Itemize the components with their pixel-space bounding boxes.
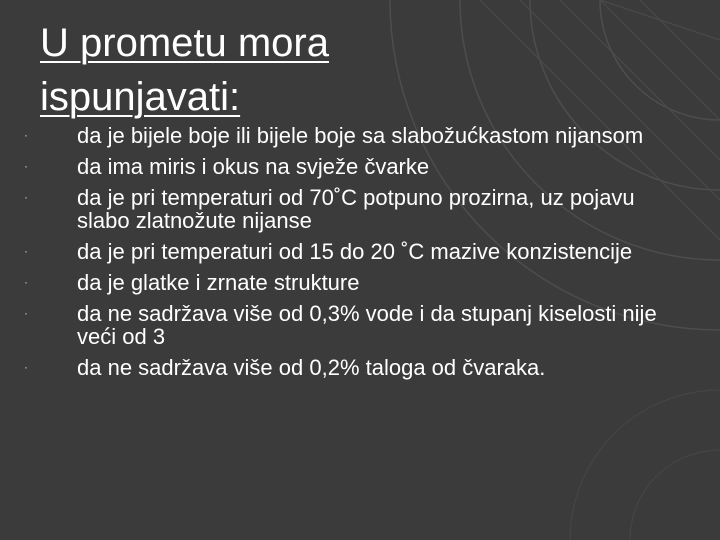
middle-dot-icon: · xyxy=(24,306,28,320)
middle-dot-icon: · xyxy=(24,159,28,173)
slide-title-line-2: ispunjavati: xyxy=(40,75,241,119)
slide-title xyxy=(40,16,560,124)
list-item-text: da ne sadržava više od 0,3% vode i da stupanj kiselosti nije veći od 3 xyxy=(77,301,657,349)
middle-dot-icon: · xyxy=(24,275,28,289)
list-item-text: da je bijele boje ili bijele boje sa slabožućkastom nijansom xyxy=(77,123,644,148)
list-item xyxy=(22,271,672,294)
list-item-text: da ima miris i okus na svježe čvarke xyxy=(77,154,430,179)
list-item-text: da je pri temperaturi od 70˚C potpuno prozirna, uz pojavu slabo zlatnožute nijanse xyxy=(77,185,635,233)
list-item-text: da ne sadržava više od 0,2% taloga od čvaraka. xyxy=(77,355,546,380)
middle-dot-icon: · xyxy=(24,190,28,204)
list-item xyxy=(22,155,672,178)
list-item-text: da je pri temperaturi od 15 do 20 ˚C mazive konzistencije xyxy=(77,239,633,264)
slide-title-line-1: U prometu mora xyxy=(40,21,329,65)
list-item xyxy=(22,356,672,379)
list-item-text: da je glatke i zrnate strukture xyxy=(77,270,360,295)
list-item xyxy=(22,240,672,263)
list-item xyxy=(22,302,672,348)
middle-dot-icon: · xyxy=(24,244,28,258)
middle-dot-icon: · xyxy=(24,128,28,142)
middle-dot-icon: · xyxy=(24,360,28,374)
bullet-list xyxy=(22,124,672,387)
list-item xyxy=(22,124,672,147)
list-item xyxy=(22,186,672,232)
